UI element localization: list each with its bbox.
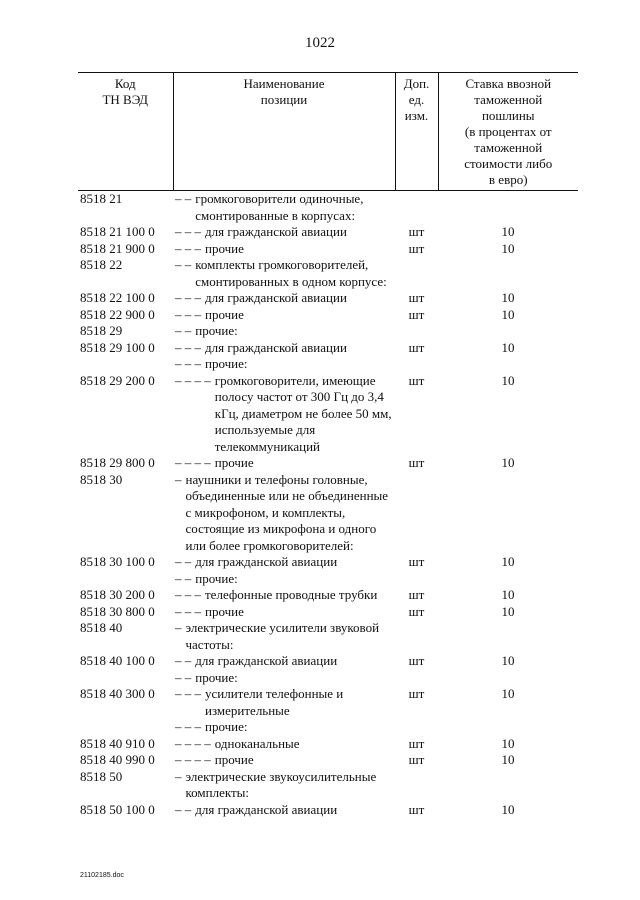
item-name — [173, 736, 395, 753]
tariff-code: 8518 21 900 0 — [80, 240, 155, 256]
tariff-code: 8518 40 300 0 — [80, 686, 155, 701]
file-footer: 21102185.doc — [80, 872, 124, 879]
indent-dashes: – — [175, 768, 182, 784]
tariff-code: 8518 30 100 0 — [80, 554, 155, 569]
table-row — [78, 340, 578, 357]
duty-rate: 10 — [501, 752, 515, 767]
item-description: прочие: — [195, 323, 238, 338]
header-code: Код ТН ВЭД — [78, 73, 173, 191]
item-description: для гражданской авиации — [205, 290, 347, 305]
table-body — [78, 191, 578, 819]
header-rate: Ставка ввозной таможенной пошлины (в процентах от таможенной стоимости либо в евро) — [438, 73, 578, 191]
unit-of-measure: шт — [408, 306, 425, 322]
item-name — [173, 587, 395, 604]
unit-of-measure: шт — [408, 339, 425, 355]
item-name — [173, 571, 395, 588]
unit-of-measure: шт — [408, 455, 425, 470]
table-row — [78, 620, 578, 653]
item-description: прочие — [205, 306, 244, 322]
item-description: для гражданской авиации — [205, 339, 347, 355]
item-description: наушники и телефоны головные, объединенные или не объединенные с микрофоном, и комплекты, состоящие из микрофона и одного или более громкоговорителей: — [185, 471, 389, 553]
duty-rate: 10 — [501, 554, 515, 569]
item-description: прочие: — [205, 356, 248, 371]
indent-dashes: – – – — [175, 290, 201, 305]
indent-dashes: – – — [175, 570, 192, 586]
duty-rate — [438, 620, 578, 653]
tariff-code: 8518 30 800 0 — [80, 603, 155, 619]
item-description: телефонные проводные трубки — [205, 587, 378, 602]
unit-of-measure — [395, 670, 438, 687]
indent-dashes: – – — [175, 669, 192, 685]
indent-dashes: – – – — [175, 339, 201, 355]
tariff-code: 8518 40 910 0 — [80, 735, 155, 751]
item-description: прочие: — [195, 570, 238, 586]
item-name — [173, 554, 395, 571]
duty-rate — [438, 571, 578, 588]
item-name — [173, 802, 395, 819]
duty-rate: 10 — [501, 339, 515, 355]
duty-rate — [438, 670, 578, 687]
item-description: прочие — [214, 455, 254, 470]
duty-rate — [438, 323, 578, 340]
duty-rate — [438, 257, 578, 290]
unit-of-measure: шт — [408, 372, 425, 388]
indent-dashes: – – — [175, 323, 192, 338]
item-name — [173, 373, 395, 456]
item-description: громкоговорители, имеющие полосу частот от 300 Гц до 3,4 кГц, диаметром не более 50 мм, используемые для телекоммуникаций — [214, 372, 392, 454]
duty-rate: 10 — [501, 306, 515, 322]
indent-dashes: – — [175, 471, 182, 487]
duty-rate: 10 — [501, 801, 515, 817]
item-name — [173, 752, 395, 769]
page-number: 1022 — [305, 35, 335, 51]
item-description: для гражданской авиации — [195, 554, 338, 569]
item-description: электрические звукоусилительные комплекты: — [185, 768, 377, 800]
item-description: громкоговорители одиночные, смонтированные в корпусах: — [195, 191, 364, 223]
item-description: прочие — [214, 752, 254, 767]
unit-of-measure: шт — [408, 752, 425, 767]
item-description: для гражданской авиации — [195, 801, 338, 817]
indent-dashes: – – – – — [175, 372, 211, 388]
table-row — [78, 455, 578, 472]
item-description: прочие: — [195, 669, 238, 685]
tariff-code: 8518 40 990 0 — [80, 752, 155, 767]
table-row — [78, 571, 578, 588]
table-row — [78, 802, 578, 819]
indent-dashes: – – – — [175, 306, 201, 322]
item-description: прочие: — [205, 719, 248, 734]
indent-dashes: – – – — [175, 686, 201, 701]
duty-rate — [438, 472, 578, 555]
item-name — [173, 653, 395, 670]
table-row — [78, 323, 578, 340]
tariff-code: 8518 40 — [80, 620, 123, 635]
item-name — [173, 191, 395, 225]
duty-rate: 10 — [501, 240, 515, 256]
tariff-code: 8518 29 — [80, 323, 123, 338]
table-row — [78, 686, 578, 719]
item-description: прочие — [205, 240, 244, 256]
tariff-code: 8518 50 100 0 — [80, 801, 155, 817]
indent-dashes: – – – – — [175, 752, 211, 767]
tariff-code — [78, 719, 173, 736]
unit-of-measure: шт — [408, 801, 425, 817]
tariff-code — [78, 670, 173, 687]
unit-of-measure — [395, 719, 438, 736]
item-description: усилители телефонные и измерительные — [205, 686, 344, 718]
table-header-row — [78, 73, 578, 191]
duty-rate — [438, 191, 578, 225]
unit-of-measure: шт — [408, 290, 425, 305]
duty-rate: 10 — [501, 290, 515, 305]
item-description: одноканальные — [214, 735, 300, 751]
tariff-code: 8518 30 200 0 — [80, 587, 155, 602]
table-row — [78, 356, 578, 373]
indent-dashes: – – — [175, 257, 192, 272]
table-row — [78, 653, 578, 670]
duty-rate — [438, 356, 578, 373]
indent-dashes: – – – — [175, 587, 201, 602]
unit-of-measure: шт — [408, 240, 425, 256]
header-unit: Доп. ед. изм. — [395, 73, 438, 191]
unit-of-measure: шт — [408, 735, 425, 751]
table-row — [78, 307, 578, 324]
unit-of-measure: шт — [408, 603, 425, 619]
unit-of-measure: шт — [408, 686, 425, 701]
table-row — [78, 769, 578, 802]
item-name — [173, 670, 395, 687]
item-name — [173, 340, 395, 357]
item-description: прочие — [205, 603, 244, 619]
table-row — [78, 554, 578, 571]
indent-dashes: – — [175, 620, 182, 635]
unit-of-measure: шт — [408, 587, 425, 602]
duty-rate: 10 — [501, 455, 515, 470]
item-name — [173, 769, 395, 802]
item-name — [173, 356, 395, 373]
tariff-code: 8518 29 800 0 — [80, 455, 155, 470]
unit-of-measure — [395, 620, 438, 653]
item-name — [173, 224, 395, 241]
indent-dashes: – – – — [175, 224, 201, 239]
table-row — [78, 670, 578, 687]
indent-dashes: – – – — [175, 719, 201, 734]
item-name — [173, 686, 395, 719]
unit-of-measure: шт — [408, 653, 425, 668]
item-description: для гражданской авиации — [205, 224, 347, 239]
indent-dashes: – – — [175, 801, 192, 817]
duty-rate — [438, 769, 578, 802]
item-name — [173, 290, 395, 307]
duty-rate: 10 — [501, 653, 515, 668]
table-row — [78, 290, 578, 307]
unit-of-measure — [395, 571, 438, 588]
tariff-code: 8518 29 200 0 — [80, 372, 155, 388]
unit-of-measure — [395, 472, 438, 555]
table-row — [78, 224, 578, 241]
duty-rate — [438, 719, 578, 736]
item-description: для гражданской авиации — [195, 653, 338, 668]
indent-dashes: – – – — [175, 240, 201, 256]
item-description: комплекты громкоговорителей, смонтированных в одном корпусе: — [195, 257, 387, 289]
duty-rate: 10 — [501, 735, 515, 751]
duty-rate: 10 — [501, 603, 515, 619]
item-name — [173, 604, 395, 621]
table-row — [78, 752, 578, 769]
item-name — [173, 257, 395, 290]
tariff-code — [78, 571, 173, 588]
item-name — [173, 719, 395, 736]
tariff-code: 8518 50 — [80, 768, 123, 784]
table-row — [78, 472, 578, 555]
item-name — [173, 307, 395, 324]
duty-rate: 10 — [501, 372, 515, 388]
table-row — [78, 736, 578, 753]
table-row — [78, 719, 578, 736]
tariff-code: 8518 22 — [80, 257, 123, 272]
item-description: электрические усилители звуковой частоты: — [185, 620, 380, 652]
unit-of-measure: шт — [408, 554, 425, 569]
unit-of-measure — [395, 769, 438, 802]
table-row — [78, 241, 578, 258]
indent-dashes: – – – — [175, 356, 201, 371]
duty-rate: 10 — [501, 587, 515, 602]
indent-dashes: – – – – — [175, 455, 211, 470]
duty-rate: 10 — [501, 686, 515, 701]
tariff-code: 8518 40 100 0 — [80, 653, 155, 668]
tariff-code: 8518 29 100 0 — [80, 339, 155, 355]
item-name — [173, 472, 395, 555]
table-row — [78, 191, 578, 225]
tariff-code: 8518 21 — [80, 191, 123, 206]
indent-dashes: – – – – — [175, 735, 211, 751]
indent-dashes: – – — [175, 554, 192, 569]
indent-dashes: – – — [175, 653, 192, 668]
table-row — [78, 373, 578, 456]
tariff-code: 8518 30 — [80, 471, 123, 487]
unit-of-measure — [395, 323, 438, 340]
table-row — [78, 587, 578, 604]
table-row — [78, 257, 578, 290]
tariff-code: 8518 22 100 0 — [80, 290, 155, 305]
table-row — [78, 604, 578, 621]
unit-of-measure: шт — [408, 224, 425, 239]
item-name — [173, 620, 395, 653]
tariff-code: 8518 22 900 0 — [80, 306, 155, 322]
header-name: Наименование позиции — [173, 73, 395, 191]
unit-of-measure — [395, 356, 438, 373]
duty-rate: 10 — [501, 224, 515, 239]
tariff-code — [78, 356, 173, 373]
item-name — [173, 455, 395, 472]
item-name — [173, 241, 395, 258]
unit-of-measure — [395, 191, 438, 225]
item-name — [173, 323, 395, 340]
tariff-code: 8518 21 100 0 — [80, 224, 155, 239]
indent-dashes: – – – — [175, 603, 201, 619]
unit-of-measure — [395, 257, 438, 290]
tariff-table — [78, 72, 578, 818]
indent-dashes: – – — [175, 191, 192, 206]
